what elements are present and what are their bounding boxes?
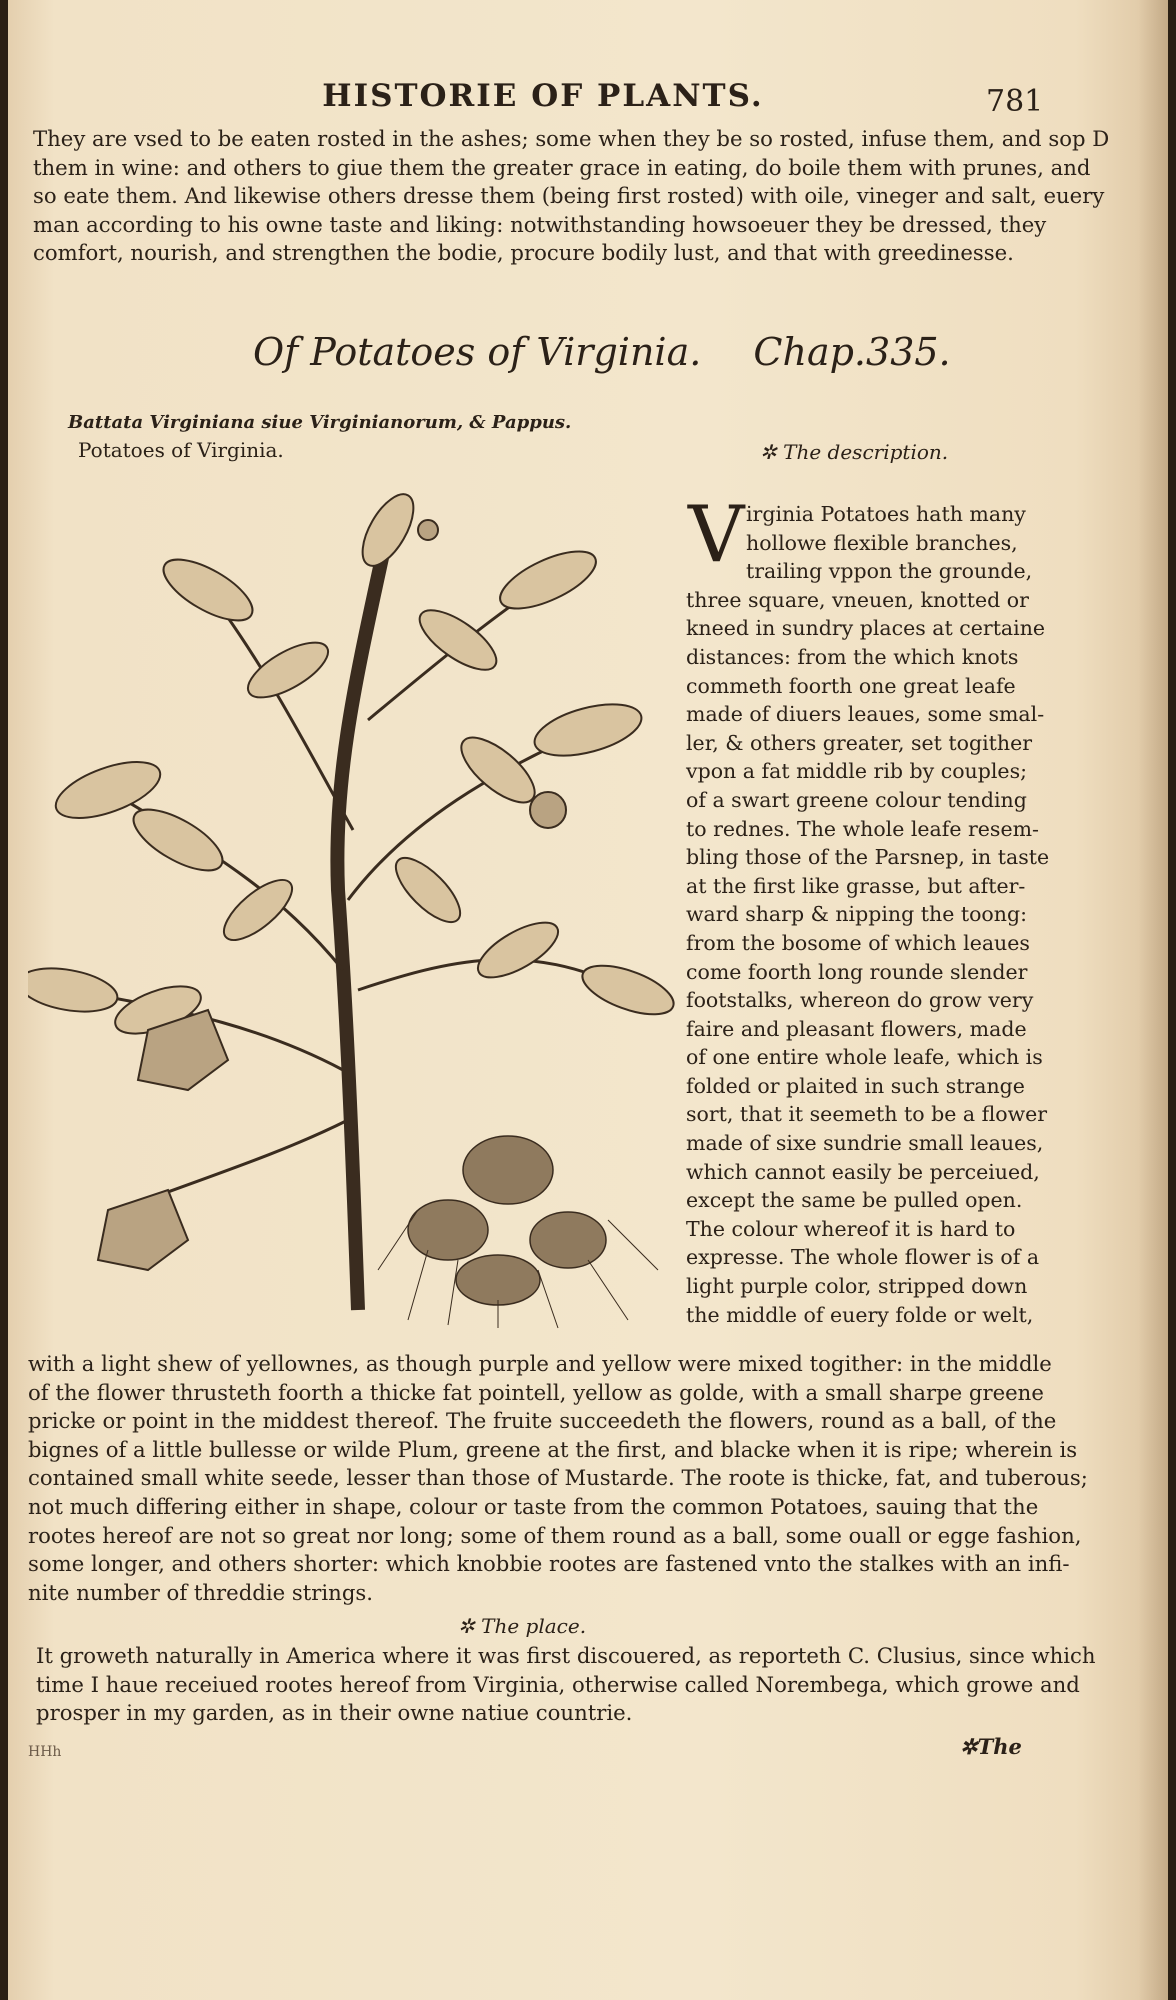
text-line: nite number of threddie strings. — [28, 1579, 374, 1605]
text-line: footstalks, whereon do grow very — [686, 988, 1034, 1013]
text-line: except the same be pulled open. — [686, 1188, 1023, 1213]
chapter-heading — [253, 330, 951, 374]
text-line: prosper in my garden, as in their owne natiue countrie. — [36, 1700, 633, 1726]
text-line: trailing vppon the grounde, — [746, 559, 1033, 584]
text-line: of a swart greene colour tending — [686, 787, 1027, 812]
place-heading: ✲ The place. — [458, 1614, 587, 1638]
text-line: distances: from the which knots — [686, 644, 1019, 669]
text-line: so eate them. And likewise others dresse them (being first rosted) with oile, vineger and salt, euery — [33, 183, 1105, 209]
text-line: from the bosome of which leaues — [686, 930, 1030, 955]
text-line: of the flower thrusteth foorth a thicke fat pointell, yellow as golde, with a small sharpe greene — [28, 1379, 1044, 1405]
text-line: to rednes. The whole leafe resem- — [686, 816, 1039, 841]
text-line: commeth foorth one great leafe — [686, 673, 1016, 698]
text-line: faire and pleasant flowers, made — [686, 1016, 1027, 1041]
text-line: hollowe flexible branches, — [746, 530, 1018, 555]
text-line: bignes of a little bullesse or wilde Plum, greene at the first, and blacke when it is ripe; wherein is — [28, 1436, 1078, 1462]
text-line: folded or plaited in such strange — [686, 1073, 1025, 1098]
catchword: ✲The — [960, 1734, 1022, 1759]
text-line: light purple color, stripped down — [686, 1274, 1028, 1299]
figure-caption: Potatoes of Virginia. — [78, 438, 284, 462]
text-line: contained small white seede, lesser than those of Mustarde. The roote is thicke, fat, and tuberous; — [28, 1465, 1088, 1491]
signature-mark: HHh — [28, 1744, 62, 1760]
text-line: They are vsed to be eaten rosted in the ashes; some when they be so rosted, infuse them, and sop D — [33, 126, 1110, 151]
text-line: comfort, nourish, and strengthen the bodie, procure bodily lust, and that with greedinesse. — [33, 240, 1014, 266]
text-line: the middle of euery folde or welt, — [686, 1302, 1034, 1327]
text-line: expresse. The whole flower is of a — [686, 1245, 1040, 1270]
chapter-title: Of Potatoes of Virginia. — [253, 330, 702, 374]
text-line: made of sixe sundrie small leaues, — [686, 1131, 1044, 1156]
text-line: ler, & others greater, set togither — [686, 730, 1033, 755]
text-line: kneed in sundry places at certaine — [686, 616, 1046, 641]
text-line: time I haue receiued rootes hereof from Virginia, otherwise called Norembega, which growe and — [36, 1671, 1080, 1697]
text-line: three square, vneuen, knotted or — [686, 587, 1029, 612]
page-number: 781 — [986, 84, 1044, 119]
description-full-text — [28, 1350, 1088, 1607]
text-line: It groweth naturally in America where it was first discouered, as reporteth C. Clusius, since which — [36, 1643, 1096, 1668]
running-header: HISTORIE OF PLANTS. — [322, 78, 764, 114]
text-line: made of diuers leaues, some smal- — [686, 702, 1045, 727]
text-line: rootes hereof are not so great nor long; some of them round as a ball, some ouall or egge fashion, — [28, 1522, 1082, 1548]
top-paragraph — [33, 125, 1109, 268]
text-line: which cannot easily be perceiued, — [686, 1159, 1040, 1184]
text-line: some longer, and others shorter: which knobbie rootes are fastened vnto the stalkes with an infi- — [28, 1551, 1070, 1577]
dropcap-letter: V — [688, 490, 745, 580]
text-line: of one entire whole leafe, which is — [686, 1045, 1043, 1070]
text-line: vpon a fat middle rib by couples; — [686, 759, 1027, 784]
text-line: The colour whereof it is hard to — [686, 1216, 1016, 1241]
text-line: at the first like grasse, but after- — [686, 873, 1026, 898]
book-page — [8, 0, 1168, 2000]
text-line: sort, that it seemeth to be a flower — [686, 1102, 1048, 1127]
chapter-number: Chap.335. — [753, 330, 951, 374]
text-line: bling those of the Parsnep, in taste — [686, 845, 1050, 870]
text-line: irginia Potatoes hath many — [746, 502, 1026, 526]
text-line: not much differing either in shape, colour or taste from the common Potatoes, sauing that the — [28, 1493, 1039, 1519]
place-text — [36, 1642, 1096, 1728]
figure-latin-name: Battata Virginiana siue Virginianorum, & Pappus. — [68, 412, 572, 433]
description-heading: ✲ The description. — [760, 440, 949, 464]
description-side-text — [746, 500, 1032, 586]
text-line: pricke or point in the middest thereof. The fruite succeedeth the flowers, round as a ball, of the — [28, 1408, 1057, 1434]
text-line: ward sharp & nipping the toong: — [686, 902, 1028, 927]
text-line: come foorth long rounde slender — [686, 959, 1028, 984]
text-line: man according to his owne taste and liking: notwithstanding howsoeuer they be dressed, they — [33, 211, 1047, 237]
description-side-text-continued — [686, 586, 1049, 1329]
text-line: with a light shew of yellownes, as though purple and yellow were mixed togither: in the middle — [28, 1351, 1052, 1376]
potato-plant-woodcut — [28, 470, 678, 1330]
page-edge-shadow — [1138, 0, 1168, 2000]
text-line: them in wine: and others to giue them the greater grace in eating, do boile them with prunes, and — [33, 154, 1091, 180]
